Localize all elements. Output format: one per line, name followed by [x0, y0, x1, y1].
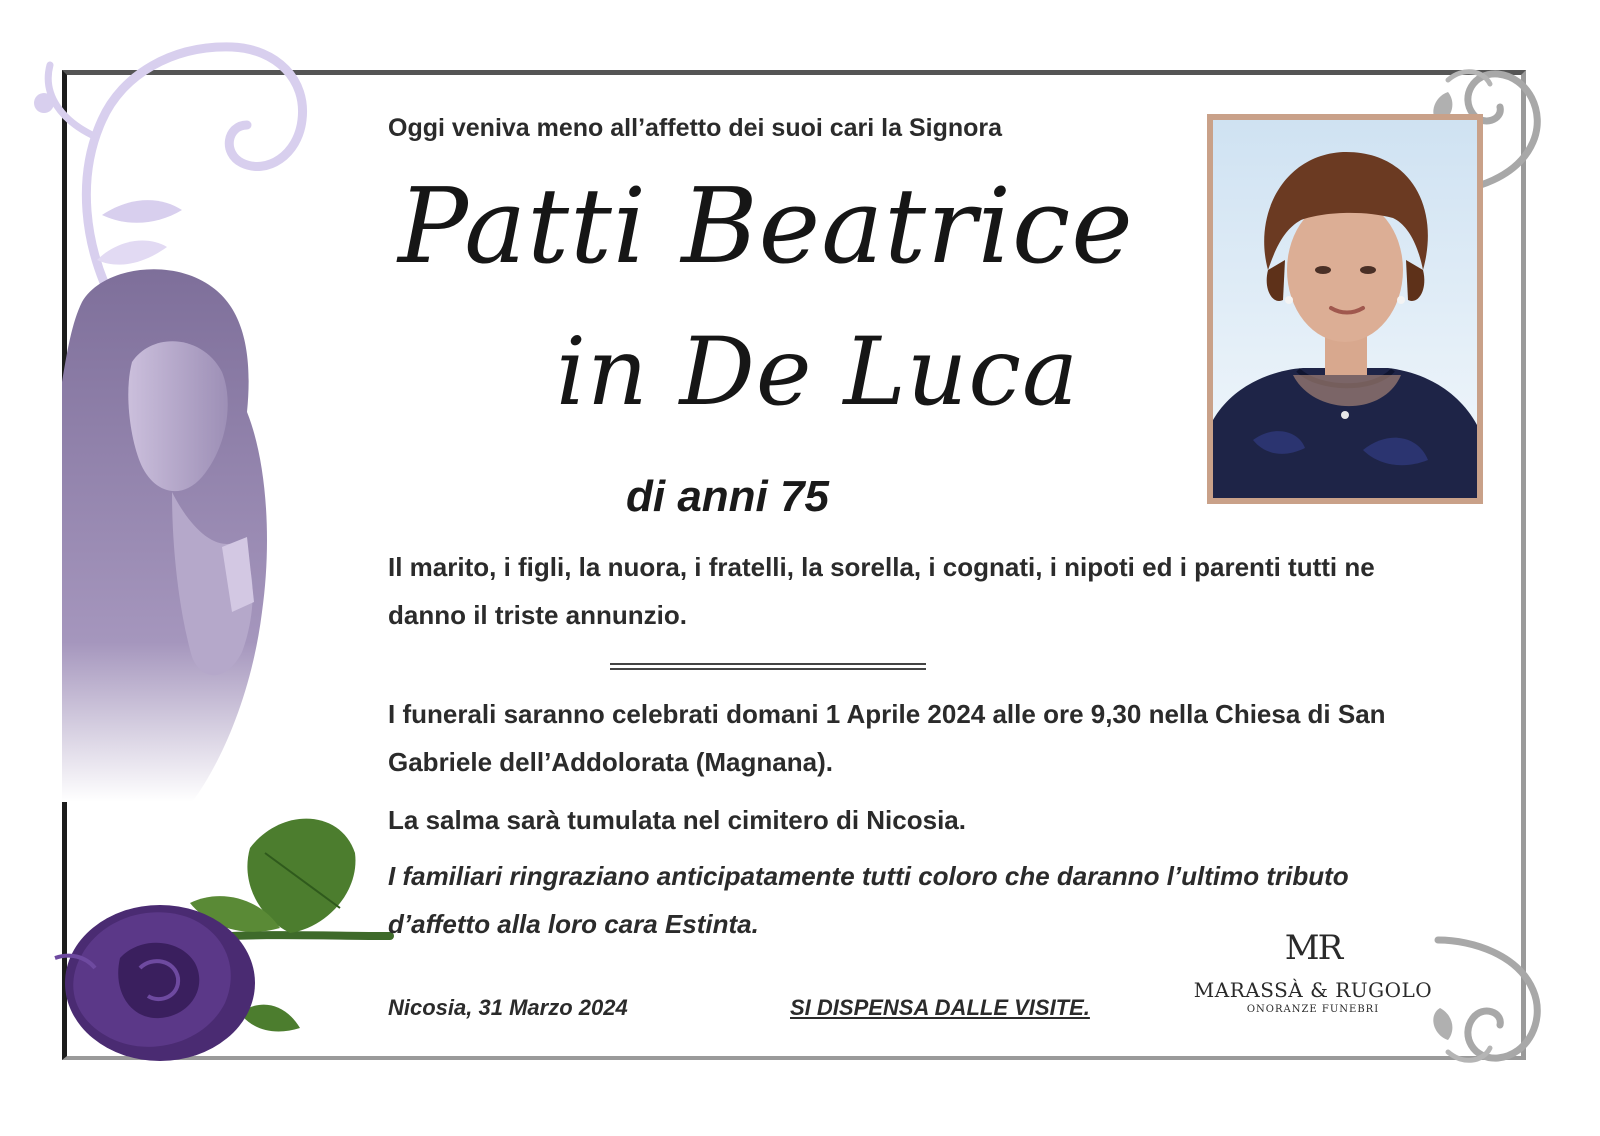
place-date: Nicosia, 31 Marzo 2024: [388, 995, 628, 1020]
logo-monogram: MR: [1284, 928, 1342, 968]
funeral-home-name: MARASSÀ & RUGOLO: [1193, 978, 1433, 1002]
purple-rose-icon: [40, 808, 400, 1078]
portrait-image-icon: [1213, 120, 1477, 498]
funeral-home-subtitle: ONORANZE FUNEBRI: [1246, 1004, 1380, 1015]
thanks-text: I familiari ringraziano anticipatamente tutti coloro che daranno l’ultimo tributo d’affetto alla loro cara Estinta.: [388, 861, 1349, 939]
funeral-details: I funerali saranno celebrati domani 1 Aprile 2024 alle ore 9,30 nella Chiesa di San Gabriele dell’Addolorata (Magnana).: [388, 699, 1386, 777]
burial-details: La salma sarà tumulata nel cimitero di Nicosia.: [388, 805, 966, 835]
visits-notice: SI DISPENSA DALLE VISITE.: [790, 995, 1090, 1020]
deceased-name: Patti Beatrice: [398, 165, 1134, 287]
funeral-home-logo: [1190, 928, 1436, 1015]
madonna-statue-icon: [62, 262, 277, 802]
double-divider: [610, 663, 926, 670]
married-name: in De Luca: [556, 318, 1080, 427]
age-text: di anni 75: [626, 472, 829, 521]
corner-flourish-icon: [1428, 930, 1568, 1070]
portrait-photo: [1207, 114, 1483, 504]
intro-text: Oggi veniva meno all’affetto dei suoi cari la Signora: [388, 114, 1003, 142]
family-announcement: Il marito, i figli, la nuora, i fratelli, la sorella, i cognati, i nipoti ed i parenti tutti ne danno il triste annunzio.: [388, 552, 1375, 630]
